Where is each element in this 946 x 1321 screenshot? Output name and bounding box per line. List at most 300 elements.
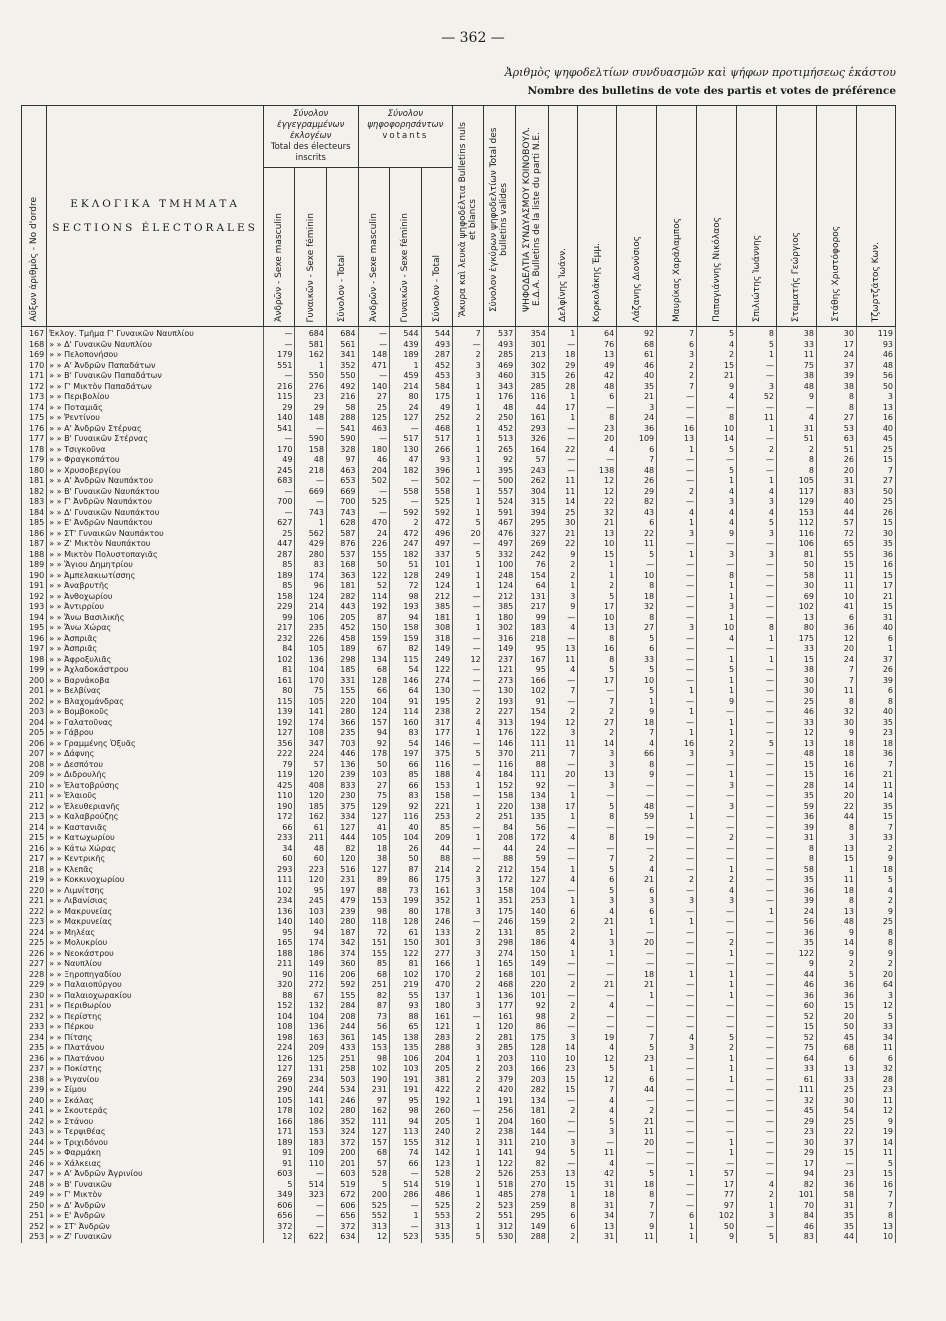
cell-value: 15 — [777, 1022, 817, 1033]
cell-value: 1 — [548, 327, 577, 340]
cell-value: 27 — [358, 781, 390, 792]
cell-value: 86 — [390, 875, 422, 886]
cell-value: 114 — [358, 592, 390, 603]
cell-value: 94 — [390, 1117, 422, 1128]
cell-value: 502 — [421, 476, 453, 487]
cell-value: 523 — [483, 1201, 516, 1212]
cell-value: 15 — [548, 1075, 577, 1086]
section-name: » » Βαρνάκοβα — [47, 676, 264, 687]
cell-value: — — [657, 1064, 697, 1075]
table-row — [22, 539, 896, 550]
cell-value: 176 — [483, 392, 516, 403]
cell-value: 48 — [295, 844, 327, 855]
cell-value: 312 — [421, 1138, 453, 1149]
cell-value: — — [657, 644, 697, 655]
cell-value: 2 — [548, 928, 577, 939]
section-name: » » Περίστης — [47, 1012, 264, 1023]
cell-value: — — [737, 875, 777, 886]
cell-value: 276 — [295, 382, 327, 393]
cell-value: — — [657, 676, 697, 687]
cell-value: 55 — [390, 991, 422, 1002]
table-row — [22, 518, 896, 529]
cell-value: 11 — [856, 781, 895, 792]
cell-value: — — [737, 676, 777, 687]
cell-value: 2 — [617, 1106, 657, 1117]
section-name: » » Χάλκειας — [47, 1159, 264, 1170]
cell-value: — — [737, 560, 777, 571]
cell-value: 1 — [697, 1054, 737, 1065]
cell-value: 21 — [617, 392, 657, 403]
cell-value: 106 — [390, 1054, 422, 1065]
cell-value: 210 — [516, 1138, 549, 1149]
cell-value: 72 — [816, 529, 856, 540]
section-name: » » Τσιγκοῦνα — [47, 445, 264, 456]
cell-value: 463 — [358, 424, 390, 435]
cell-value: — — [295, 1222, 327, 1233]
cell-value: 12 — [578, 476, 617, 487]
section-name: » » Γ' Ἀνδρῶν Ναυπάκτου — [47, 497, 264, 508]
section-name: » » Φαρμάκη — [47, 1148, 264, 1159]
cell-value: 214 — [390, 382, 422, 393]
cell-value: 217 — [516, 602, 549, 613]
section-name: » » Κατωχωρίου — [47, 833, 264, 844]
cell-value: 541 — [326, 424, 358, 435]
cell-value: 111 — [516, 770, 549, 781]
cell-value: 15 — [697, 361, 737, 372]
cell-value: 98 — [358, 1054, 390, 1065]
cell-value: 530 — [483, 1232, 516, 1243]
cell-value: 361 — [326, 1033, 358, 1044]
cell-value: — — [657, 959, 697, 970]
section-name: » » Διδρουλῆς — [47, 770, 264, 781]
cell-value: 122 — [390, 949, 422, 960]
cell-value: 1 — [657, 1169, 697, 1180]
cell-value: 177 — [483, 1001, 516, 1012]
section-name: » » Πελοπονήσου — [47, 350, 264, 361]
cell-value: 14 — [856, 791, 895, 802]
table-row — [22, 434, 896, 445]
cell-value: 11 — [578, 1148, 617, 1159]
cell-value: 36 — [777, 812, 817, 823]
cell-value: 243 — [516, 466, 549, 477]
cell-value: 48 — [617, 466, 657, 477]
cell-value: 232 — [263, 634, 295, 645]
cell-value: 101 — [777, 1190, 817, 1201]
cell-value: 253 — [421, 812, 453, 823]
row-number: 183 — [22, 497, 47, 508]
cell-value: — — [697, 707, 737, 718]
cell-value: 223 — [295, 865, 327, 876]
cell-value: 105 — [295, 697, 327, 708]
cell-value: 42 — [578, 1169, 617, 1180]
cell-value: 4 — [737, 1180, 777, 1191]
cell-value: 2 — [697, 875, 737, 886]
cell-value: 122 — [516, 728, 549, 739]
table-row — [22, 844, 896, 855]
cell-value: 514 — [295, 1180, 327, 1191]
cell-value: 1 — [453, 424, 484, 435]
cell-value: 38 — [777, 665, 817, 676]
section-name: » » Ἐλαιοῦς — [47, 791, 264, 802]
cell-value: 82 — [617, 497, 657, 508]
cell-value: 45 — [777, 1106, 817, 1117]
cell-value: 26 — [856, 508, 895, 519]
cell-value: 144 — [516, 1127, 549, 1138]
cell-value: 182 — [390, 550, 422, 561]
cell-value: 216 — [326, 392, 358, 403]
cell-value: 97 — [326, 455, 358, 466]
section-name: » » Ἀφροξυλιᾶς — [47, 655, 264, 666]
section-name: » » Α' Ἀνδρῶν Ἀγρινίου — [47, 1169, 264, 1180]
cell-value: 9 — [617, 1222, 657, 1233]
cell-value: 8 — [856, 697, 895, 708]
cell-value: 35 — [617, 382, 657, 393]
cell-value: — — [657, 1075, 697, 1086]
cell-value: 258 — [326, 1064, 358, 1075]
cell-value: 27 — [816, 413, 856, 424]
cell-value: 18 — [816, 886, 856, 897]
cell-value: 684 — [295, 327, 327, 340]
cell-value: 485 — [483, 1190, 516, 1201]
cell-value: 246 — [483, 917, 516, 928]
cell-value: 5 — [263, 1180, 295, 1191]
section-name: » » Ε' Ἀνδρῶν Ναυπάκτου — [47, 518, 264, 529]
cell-value: — — [816, 1159, 856, 1170]
row-number: 241 — [22, 1106, 47, 1117]
cell-value: 240 — [421, 1127, 453, 1138]
cell-value: 217 — [263, 623, 295, 634]
cell-value: 274 — [421, 676, 453, 687]
cell-value: 3 — [657, 749, 697, 760]
col-header-candidate-7: Σταματής Γεώργιος — [777, 106, 817, 327]
cell-value: 149 — [516, 1222, 549, 1233]
cell-value: 2 — [453, 812, 484, 823]
cell-value: 10 — [856, 1232, 895, 1243]
cell-value: 68 — [816, 1043, 856, 1054]
cell-value: 64 — [390, 686, 422, 697]
cell-value: 8 — [737, 327, 777, 340]
cell-value: 30 — [856, 529, 895, 540]
cell-value: 5 — [578, 865, 617, 876]
cell-value: 526 — [483, 1169, 516, 1180]
cell-value: — — [657, 602, 697, 613]
cell-value: 9 — [856, 1117, 895, 1128]
cell-value: — — [657, 1106, 697, 1117]
cell-value: 119 — [263, 770, 295, 781]
cell-value: — — [737, 770, 777, 781]
cell-value: — — [578, 991, 617, 1002]
cell-value: 20 — [816, 466, 856, 477]
cell-value: 15 — [856, 518, 895, 529]
cell-value: 242 — [516, 550, 549, 561]
cell-value: 2 — [453, 697, 484, 708]
row-number: 196 — [22, 634, 47, 645]
cell-value: 219 — [390, 980, 422, 991]
cell-value: 48 — [816, 917, 856, 928]
table-row — [22, 823, 896, 834]
table-row — [22, 1159, 896, 1170]
cell-value: 298 — [326, 655, 358, 666]
row-number: 253 — [22, 1232, 47, 1243]
cell-value: — — [737, 760, 777, 771]
cell-value: 162 — [358, 1106, 390, 1117]
cell-value: 43 — [617, 508, 657, 519]
cell-value: 375 — [421, 749, 453, 760]
cell-value: 159 — [516, 917, 549, 928]
cell-value: 209 — [295, 1043, 327, 1054]
cell-value: 81 — [263, 665, 295, 676]
cell-value: 16 — [578, 644, 617, 655]
cell-value: 1 — [657, 812, 697, 823]
cell-value: 301 — [421, 938, 453, 949]
cell-value: 81 — [777, 550, 817, 561]
row-number: 227 — [22, 959, 47, 970]
cell-value: 315 — [516, 371, 549, 382]
cell-value: 153 — [358, 896, 390, 907]
cell-value: 66 — [390, 1159, 422, 1170]
cell-value: 4 — [578, 907, 617, 918]
title-french: Nombre des bulletins de vote des partis et votes de préférence — [527, 85, 896, 97]
cell-value: — — [453, 602, 484, 613]
cell-value: 1 — [737, 655, 777, 666]
cell-value: 151 — [358, 938, 390, 949]
cell-value: 502 — [358, 476, 390, 487]
cell-value: 15 — [816, 560, 856, 571]
cell-value: 13 — [816, 844, 856, 855]
cell-value: 9 — [617, 707, 657, 718]
cell-value: 20 — [816, 1012, 856, 1023]
cell-value: — — [578, 970, 617, 981]
cell-value: 3 — [737, 1211, 777, 1222]
cell-value: 138 — [578, 466, 617, 477]
row-number: 201 — [22, 686, 47, 697]
cell-value: 1 — [548, 581, 577, 592]
cell-value: 176 — [483, 728, 516, 739]
cell-value: — — [453, 1106, 484, 1117]
section-name: » » Ναυπλίου — [47, 959, 264, 970]
cell-value: 66 — [390, 760, 422, 771]
cell-value: — — [697, 1096, 737, 1107]
cell-value: 266 — [421, 445, 453, 456]
cell-value: 130 — [390, 445, 422, 456]
cell-value: 48 — [856, 361, 895, 372]
cell-value: 524 — [483, 497, 516, 508]
row-number: 205 — [22, 728, 47, 739]
cell-value: 8 — [617, 1190, 657, 1201]
cell-value: 6 — [856, 1054, 895, 1065]
cell-value: 189 — [263, 1138, 295, 1149]
cell-value: 186 — [516, 938, 549, 949]
cell-value: — — [548, 434, 577, 445]
cell-value: 82 — [516, 1159, 549, 1170]
cell-value: 36 — [816, 623, 856, 634]
cell-value: — — [657, 413, 697, 424]
cell-value: 592 — [390, 508, 422, 519]
table-row — [22, 1211, 896, 1222]
cell-value: — — [453, 644, 484, 655]
cell-value: 111 — [516, 739, 549, 750]
table-row — [22, 991, 896, 1002]
cell-value: — — [697, 812, 737, 823]
cell-value: 185 — [326, 665, 358, 676]
cell-value: — — [657, 634, 697, 645]
col-header-reg-total: Σύνολον - Total — [326, 168, 358, 327]
cell-value: 27 — [856, 476, 895, 487]
cell-value: 200 — [358, 1190, 390, 1201]
section-name: » » Μακρυνείας — [47, 907, 264, 918]
cell-value: — — [737, 686, 777, 697]
cell-value: 550 — [326, 371, 358, 382]
cell-value: 84 — [263, 644, 295, 655]
row-number: 193 — [22, 602, 47, 613]
cell-value: 274 — [483, 949, 516, 960]
cell-value: 245 — [263, 466, 295, 477]
cell-value: 29 — [548, 361, 577, 372]
cell-value: 93 — [856, 340, 895, 351]
cell-value: — — [358, 434, 390, 445]
row-number: 176 — [22, 424, 47, 435]
cell-value: 103 — [390, 1064, 422, 1075]
cell-value: 45 — [856, 434, 895, 445]
cell-value: 68 — [358, 970, 390, 981]
cell-value: 317 — [421, 718, 453, 729]
cell-value: — — [737, 980, 777, 991]
col-header-valid: Σύνολον ἐγκύρων ψηφοδελτίων Total des bulletins valides — [483, 106, 516, 327]
cell-value: 12 — [856, 1001, 895, 1012]
cell-value: 108 — [295, 728, 327, 739]
cell-value: 26 — [548, 371, 577, 382]
cell-value: 3 — [657, 623, 697, 634]
cell-value: 238 — [421, 707, 453, 718]
cell-value: 40 — [856, 424, 895, 435]
cell-value: 1 — [737, 476, 777, 487]
cell-value: 149 — [483, 644, 516, 655]
cell-value: 20 — [816, 644, 856, 655]
cell-value: 12 — [453, 655, 484, 666]
table-row — [22, 497, 896, 508]
cell-value: 5 — [578, 592, 617, 603]
cell-value: 29 — [777, 1148, 817, 1159]
cell-value: — — [737, 466, 777, 477]
cell-value: 356 — [263, 739, 295, 750]
cell-value: 83 — [816, 487, 856, 498]
cell-value: 4 — [617, 865, 657, 876]
cell-value: 25 — [358, 403, 390, 414]
cell-value: 284 — [326, 1001, 358, 1012]
cell-value: 385 — [421, 602, 453, 613]
cell-value: 1 — [697, 949, 737, 960]
row-number: 207 — [22, 749, 47, 760]
cell-value: 172 — [516, 833, 549, 844]
cell-value: 111 — [263, 875, 295, 886]
cell-value: 118 — [358, 917, 390, 928]
cell-value: 7 — [453, 327, 484, 340]
cell-value: 298 — [483, 938, 516, 949]
cell-value: 288 — [516, 1232, 549, 1243]
cell-value: 269 — [516, 539, 549, 550]
cell-value: 11 — [816, 875, 856, 886]
cell-value: — — [657, 949, 697, 960]
cell-value: 58 — [326, 403, 358, 414]
cell-value: 235 — [326, 728, 358, 739]
cell-value: 561 — [326, 340, 358, 351]
cell-value: 227 — [483, 707, 516, 718]
cell-value: 44 — [617, 1085, 657, 1096]
cell-value: 7 — [856, 466, 895, 477]
cell-value: 2 — [657, 487, 697, 498]
cell-value: 246 — [326, 1096, 358, 1107]
cell-value: 181 — [421, 613, 453, 624]
table-row — [22, 749, 896, 760]
cell-value: 134 — [358, 655, 390, 666]
cell-value: 127 — [326, 823, 358, 834]
cell-value: 153 — [777, 508, 817, 519]
section-name: » » Σκάλας — [47, 1096, 264, 1107]
cell-value: — — [737, 728, 777, 739]
row-number: 181 — [22, 476, 47, 487]
cell-value: 17 — [548, 403, 577, 414]
cell-value: — — [548, 340, 577, 351]
cell-value: 1 — [617, 697, 657, 708]
table-row — [22, 980, 896, 991]
cell-value: 123 — [421, 1159, 453, 1170]
cell-value: 85 — [358, 959, 390, 970]
cell-value: 104 — [390, 833, 422, 844]
cell-value: — — [737, 1106, 777, 1117]
table-row — [22, 1043, 896, 1054]
cell-value: 116 — [295, 970, 327, 981]
cell-value: 83 — [390, 728, 422, 739]
cell-value: 113 — [390, 1127, 422, 1138]
cell-value: 60 — [295, 854, 327, 865]
cell-value: 6 — [617, 886, 657, 897]
cell-value: 4 — [777, 413, 817, 424]
cell-value: 4 — [737, 487, 777, 498]
cell-value: — — [737, 581, 777, 592]
cell-value: 44 — [816, 812, 856, 823]
cell-value: — — [737, 592, 777, 603]
cell-value: 20 — [856, 970, 895, 981]
cell-value: 3 — [617, 896, 657, 907]
row-number: 202 — [22, 697, 47, 708]
cell-value: 3 — [737, 497, 777, 508]
cell-value: 590 — [326, 434, 358, 445]
cell-value: 140 — [516, 907, 549, 918]
cell-value: 1 — [453, 455, 484, 466]
cell-value: 108 — [263, 1022, 295, 1033]
cell-value: 183 — [295, 1138, 327, 1149]
cell-value: 146 — [421, 739, 453, 750]
cell-value: 592 — [326, 980, 358, 991]
cell-value: 439 — [390, 340, 422, 351]
table-row — [22, 476, 896, 487]
table-row — [22, 770, 896, 781]
cell-value: — — [453, 854, 484, 865]
cell-value: 37 — [816, 1138, 856, 1149]
cell-value: — — [657, 802, 697, 813]
section-name: » » Ἀντιρρίου — [47, 602, 264, 613]
cell-value: 231 — [358, 1085, 390, 1096]
cell-value: 23 — [856, 1085, 895, 1096]
cell-value: 534 — [326, 1085, 358, 1096]
cell-value: 591 — [483, 508, 516, 519]
cell-value: 61 — [777, 1075, 817, 1086]
cell-value: 25 — [856, 497, 895, 508]
cell-value: 171 — [263, 1127, 295, 1138]
cell-value: — — [453, 634, 484, 645]
table-row — [22, 1169, 896, 1180]
cell-value: 127 — [263, 728, 295, 739]
